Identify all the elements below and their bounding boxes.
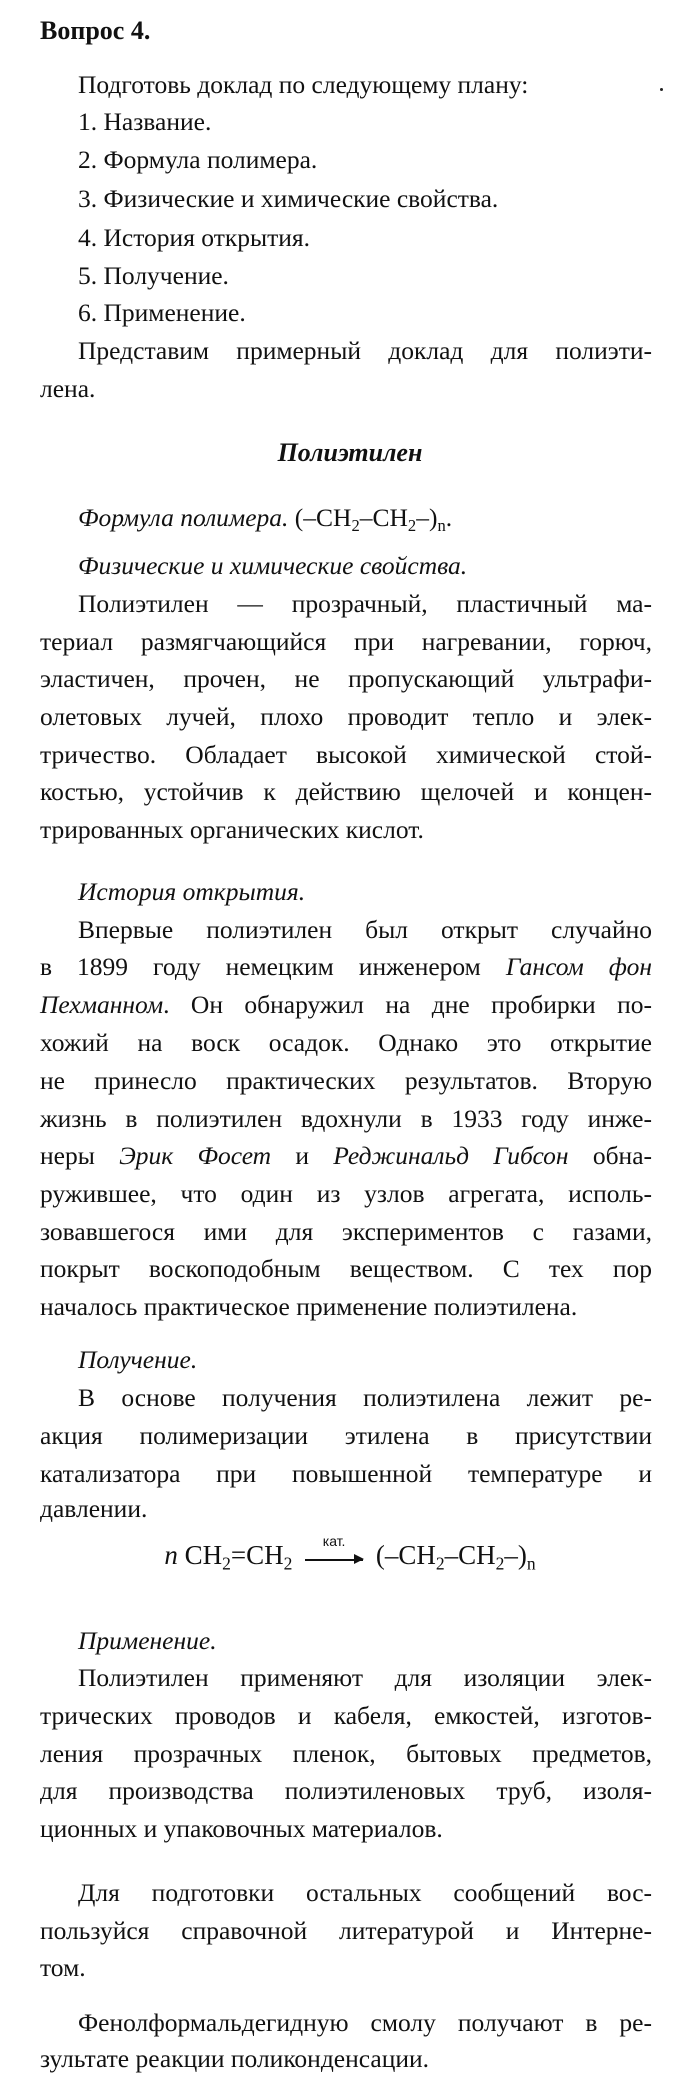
polymerization-equation: n $CH_2=CH_2$ кат. $(-CH_2-CH_2-)_n$ bbox=[164, 1533, 536, 1574]
text-line: пользуйся справочной литературой и Интерне- bbox=[40, 1916, 652, 1945]
question-title: Вопрос 4. bbox=[40, 16, 151, 45]
text-line: неры Эрик Фосет и Реджинальд Гибсон обна- bbox=[40, 1141, 653, 1170]
text-line: В основе получения полиэтилена лежит ре- bbox=[78, 1383, 652, 1412]
text-line: ружившее, что один из узлов агрегата, исполь- bbox=[40, 1179, 652, 1208]
text-line: Полиэтилен — прозрачный, пластичный ма- bbox=[78, 589, 652, 618]
text-line: не принесло практических результатов. Вторую bbox=[40, 1066, 652, 1095]
text-line: давлении. bbox=[40, 1494, 148, 1523]
text-line: для производства полиэтиленовых труб, изоля- bbox=[40, 1776, 652, 1805]
person-name: Реджинальд Гибсон bbox=[333, 1141, 569, 1170]
text-line: катализатора при повышенной температуре и bbox=[40, 1459, 652, 1488]
text-line: акция полимеризации этилена в присутствии bbox=[40, 1421, 652, 1450]
text-line: хожий на воск осадок. Однако это открытие bbox=[40, 1028, 652, 1057]
text-line: жизнь в полиэтилен вдохнули в 1933 году инже- bbox=[40, 1104, 652, 1133]
text-line: зовавшегося ими для экспериментов с газами, bbox=[40, 1217, 652, 1246]
text-line: олетовых лучей, плохо проводит тепло и элек- bbox=[40, 702, 652, 731]
production-label: Получение. bbox=[78, 1345, 198, 1374]
text-line: трированных органических кислот. bbox=[40, 815, 424, 844]
stray-dot bbox=[660, 88, 663, 91]
text-line: ционных и упаковочных материалов. bbox=[40, 1814, 443, 1843]
plan-item: 5. Получение. bbox=[78, 261, 229, 290]
reaction-arrow-icon bbox=[305, 1533, 363, 1561]
history-label: История открытия. bbox=[78, 877, 306, 906]
text-line: Полиэтилен применяют для изоляции элек- bbox=[78, 1663, 652, 1692]
text-line: Пехманном. Он обнаружил на дне пробирки по- bbox=[40, 990, 652, 1019]
lead-text: Представим примерный доклад для полиэти- bbox=[78, 336, 652, 365]
person-name: Пехманном bbox=[40, 990, 164, 1019]
person-name: Эрик Фосет bbox=[119, 1141, 272, 1170]
text-line: ления прозрачных пленок, бытовых предметов, bbox=[40, 1739, 652, 1768]
text-line: Фенолформальдегидную смолу получают в ре- bbox=[78, 2008, 652, 2037]
catalyst-label: кат. bbox=[322, 1533, 346, 1550]
text-line: в 1899 году немецким инженером Гансом фон bbox=[40, 952, 652, 981]
plan-item: 4. История открытия. bbox=[78, 223, 311, 252]
plan-item: 6. Применение. bbox=[78, 298, 246, 327]
text-line: началось практическое применение полиэтилена. bbox=[40, 1292, 578, 1321]
application-label: Применение. bbox=[78, 1626, 217, 1655]
text-line: трических проводов и кабеля, емкостей, изготов- bbox=[40, 1701, 652, 1730]
text-line: том. bbox=[40, 1953, 86, 1982]
properties-label: Физические и химические свойства. bbox=[78, 551, 468, 580]
text-line: тричество. Обладает высокой химической стой- bbox=[40, 740, 652, 769]
text-line: покрыт воскоподобным веществом. С тех пор bbox=[40, 1254, 652, 1283]
polymer-formula: $(-CH_2-CH_2-)_n$. bbox=[294, 503, 453, 535]
intro-text: Подготовь доклад по следующему плану: bbox=[78, 70, 529, 99]
text-line: териал размягчающийся при нагревании, горюч, bbox=[40, 627, 652, 656]
text-line: эластичен, прочен, не пропускающий ультрафи- bbox=[40, 664, 652, 693]
text-line: Впервые полиэтилен был открыт случайно bbox=[78, 915, 652, 944]
plan-item: 2. Формула полимера. bbox=[78, 145, 318, 174]
lead-text: лена. bbox=[40, 374, 96, 403]
text-line: Для подготовки остальных сообщений вос- bbox=[78, 1878, 652, 1907]
formula-label: Формула полимера. bbox=[78, 503, 289, 532]
text-line: зультате реакции поликонденсации. bbox=[40, 2044, 430, 2073]
person-name: Гансом фон bbox=[505, 952, 652, 981]
formula-line bbox=[78, 503, 652, 533]
plan-item: 3. Физические и химические свойства. bbox=[78, 184, 499, 213]
report-heading: Полиэтилен bbox=[277, 438, 423, 467]
text-line: костью, устойчив к действию щелочей и концен- bbox=[40, 777, 652, 806]
plan-item: 1. Название. bbox=[78, 107, 212, 136]
